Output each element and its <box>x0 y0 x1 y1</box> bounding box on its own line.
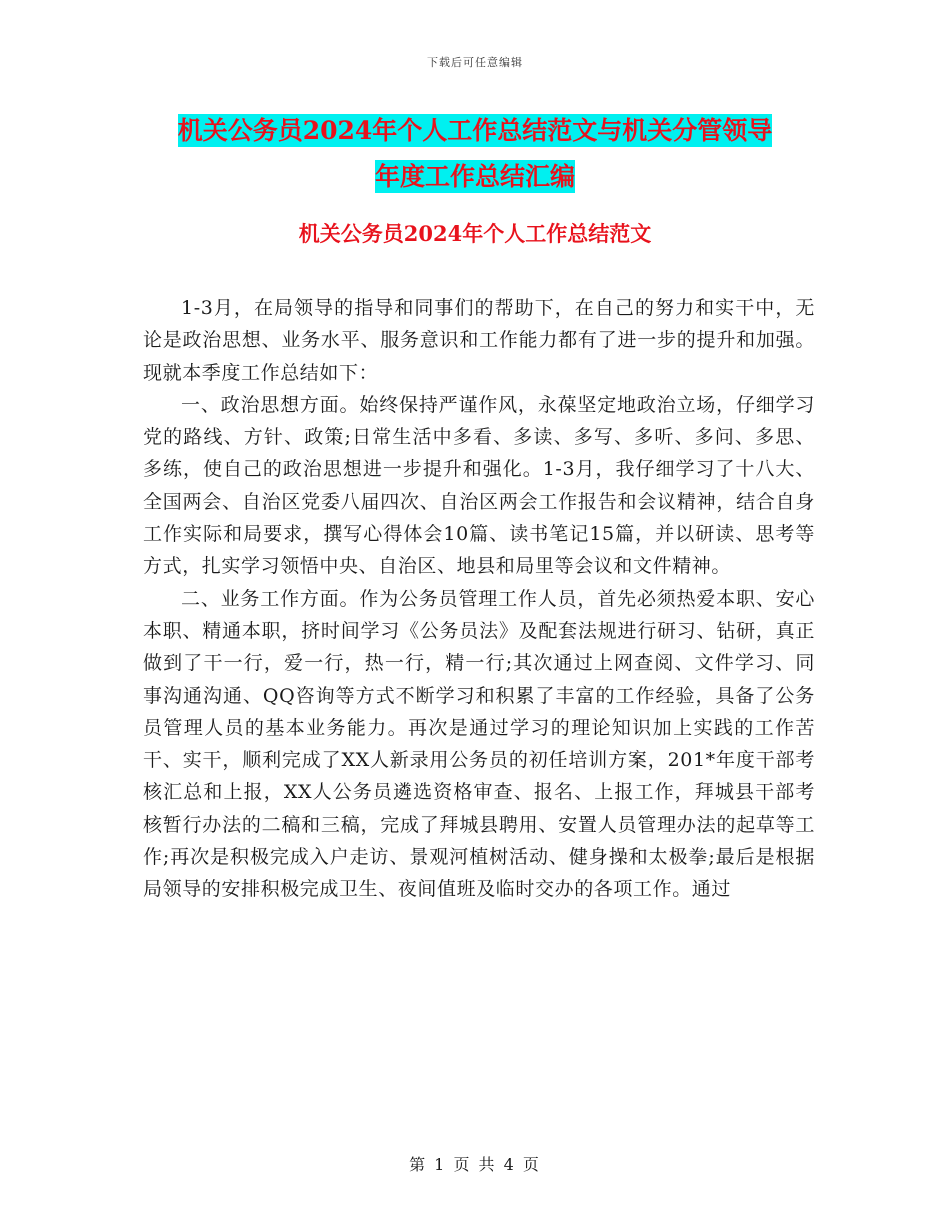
paragraph-intro: 1-3月，在局领导的指导和同事们的帮助下，在自己的努力和实干中，无论是政治思想、业务水平、服务意识和工作能力都有了进一步的提升和加强。现就本季度工作总结如下： <box>143 297 815 384</box>
document-title-line2: 年度工作总结汇编 <box>374 162 575 191</box>
section-title: 机关公务员2024年个人工作总结范文 <box>298 221 652 246</box>
header-note: 下载后可任意编辑 <box>427 56 523 69</box>
document-body <box>143 292 815 906</box>
page-footer: 第 1 页 共 4 页 <box>409 1155 541 1174</box>
document-title <box>100 108 850 200</box>
paragraph-business: 二、业务工作方面。作为公务员管理工作人员，首先必须热爱本职、安心本职、精通本职，挤时间学习《公务员法》及配套法规进行研习、钻研，真正做到了干一行，爱一行，热一行，精一行;其次通过上网查阅、文件学习、同事沟通沟通、QQ咨询等方式不断学习和积累了丰富的工作经验，具备了公务员管理人员的基本业务能力。再次是通过学习的理论知识加上实践的工作苦干、实干，顺利完成了XX人新录用公务员的初任培训方案，201*年度干部考核汇总和上报，XX人公务员遴选资格审查、报名、上报工作，拜城县干部考核暂行办法的二稿和三稿，完成了拜城县聘用、安置人员管理办法的起草等工作;再次是积极完成入户走访、景观河植树活动、健身操和太极拳;最后是根据局领导的安排积极完成卫生、夜间值班及临时交办的各项工作。通过 <box>143 587 815 901</box>
paragraph-political: 一、政治思想方面。始终保持严谨作风，永葆坚定地政治立场，仔细学习党的路线、方针、政策;日常生活中多看、多读、多写、多听、多问、多思、多练，使自己的政治思想进一步提升和强化。1-3月，我仔细学习了十八大、全国两会、自治区党委八届四次、自治区两会工作报告和会议精神，结合自身工作实际和局要求，撰写心得体会10篇、读书笔记15篇，并以研读、思考等方式，扎实学习领悟中央、自治区、地县和局里等会议和文件精神。 <box>143 393 815 578</box>
document-title-line1: 机关公务员2024年个人工作总结范文与机关分管领导 <box>177 116 773 145</box>
